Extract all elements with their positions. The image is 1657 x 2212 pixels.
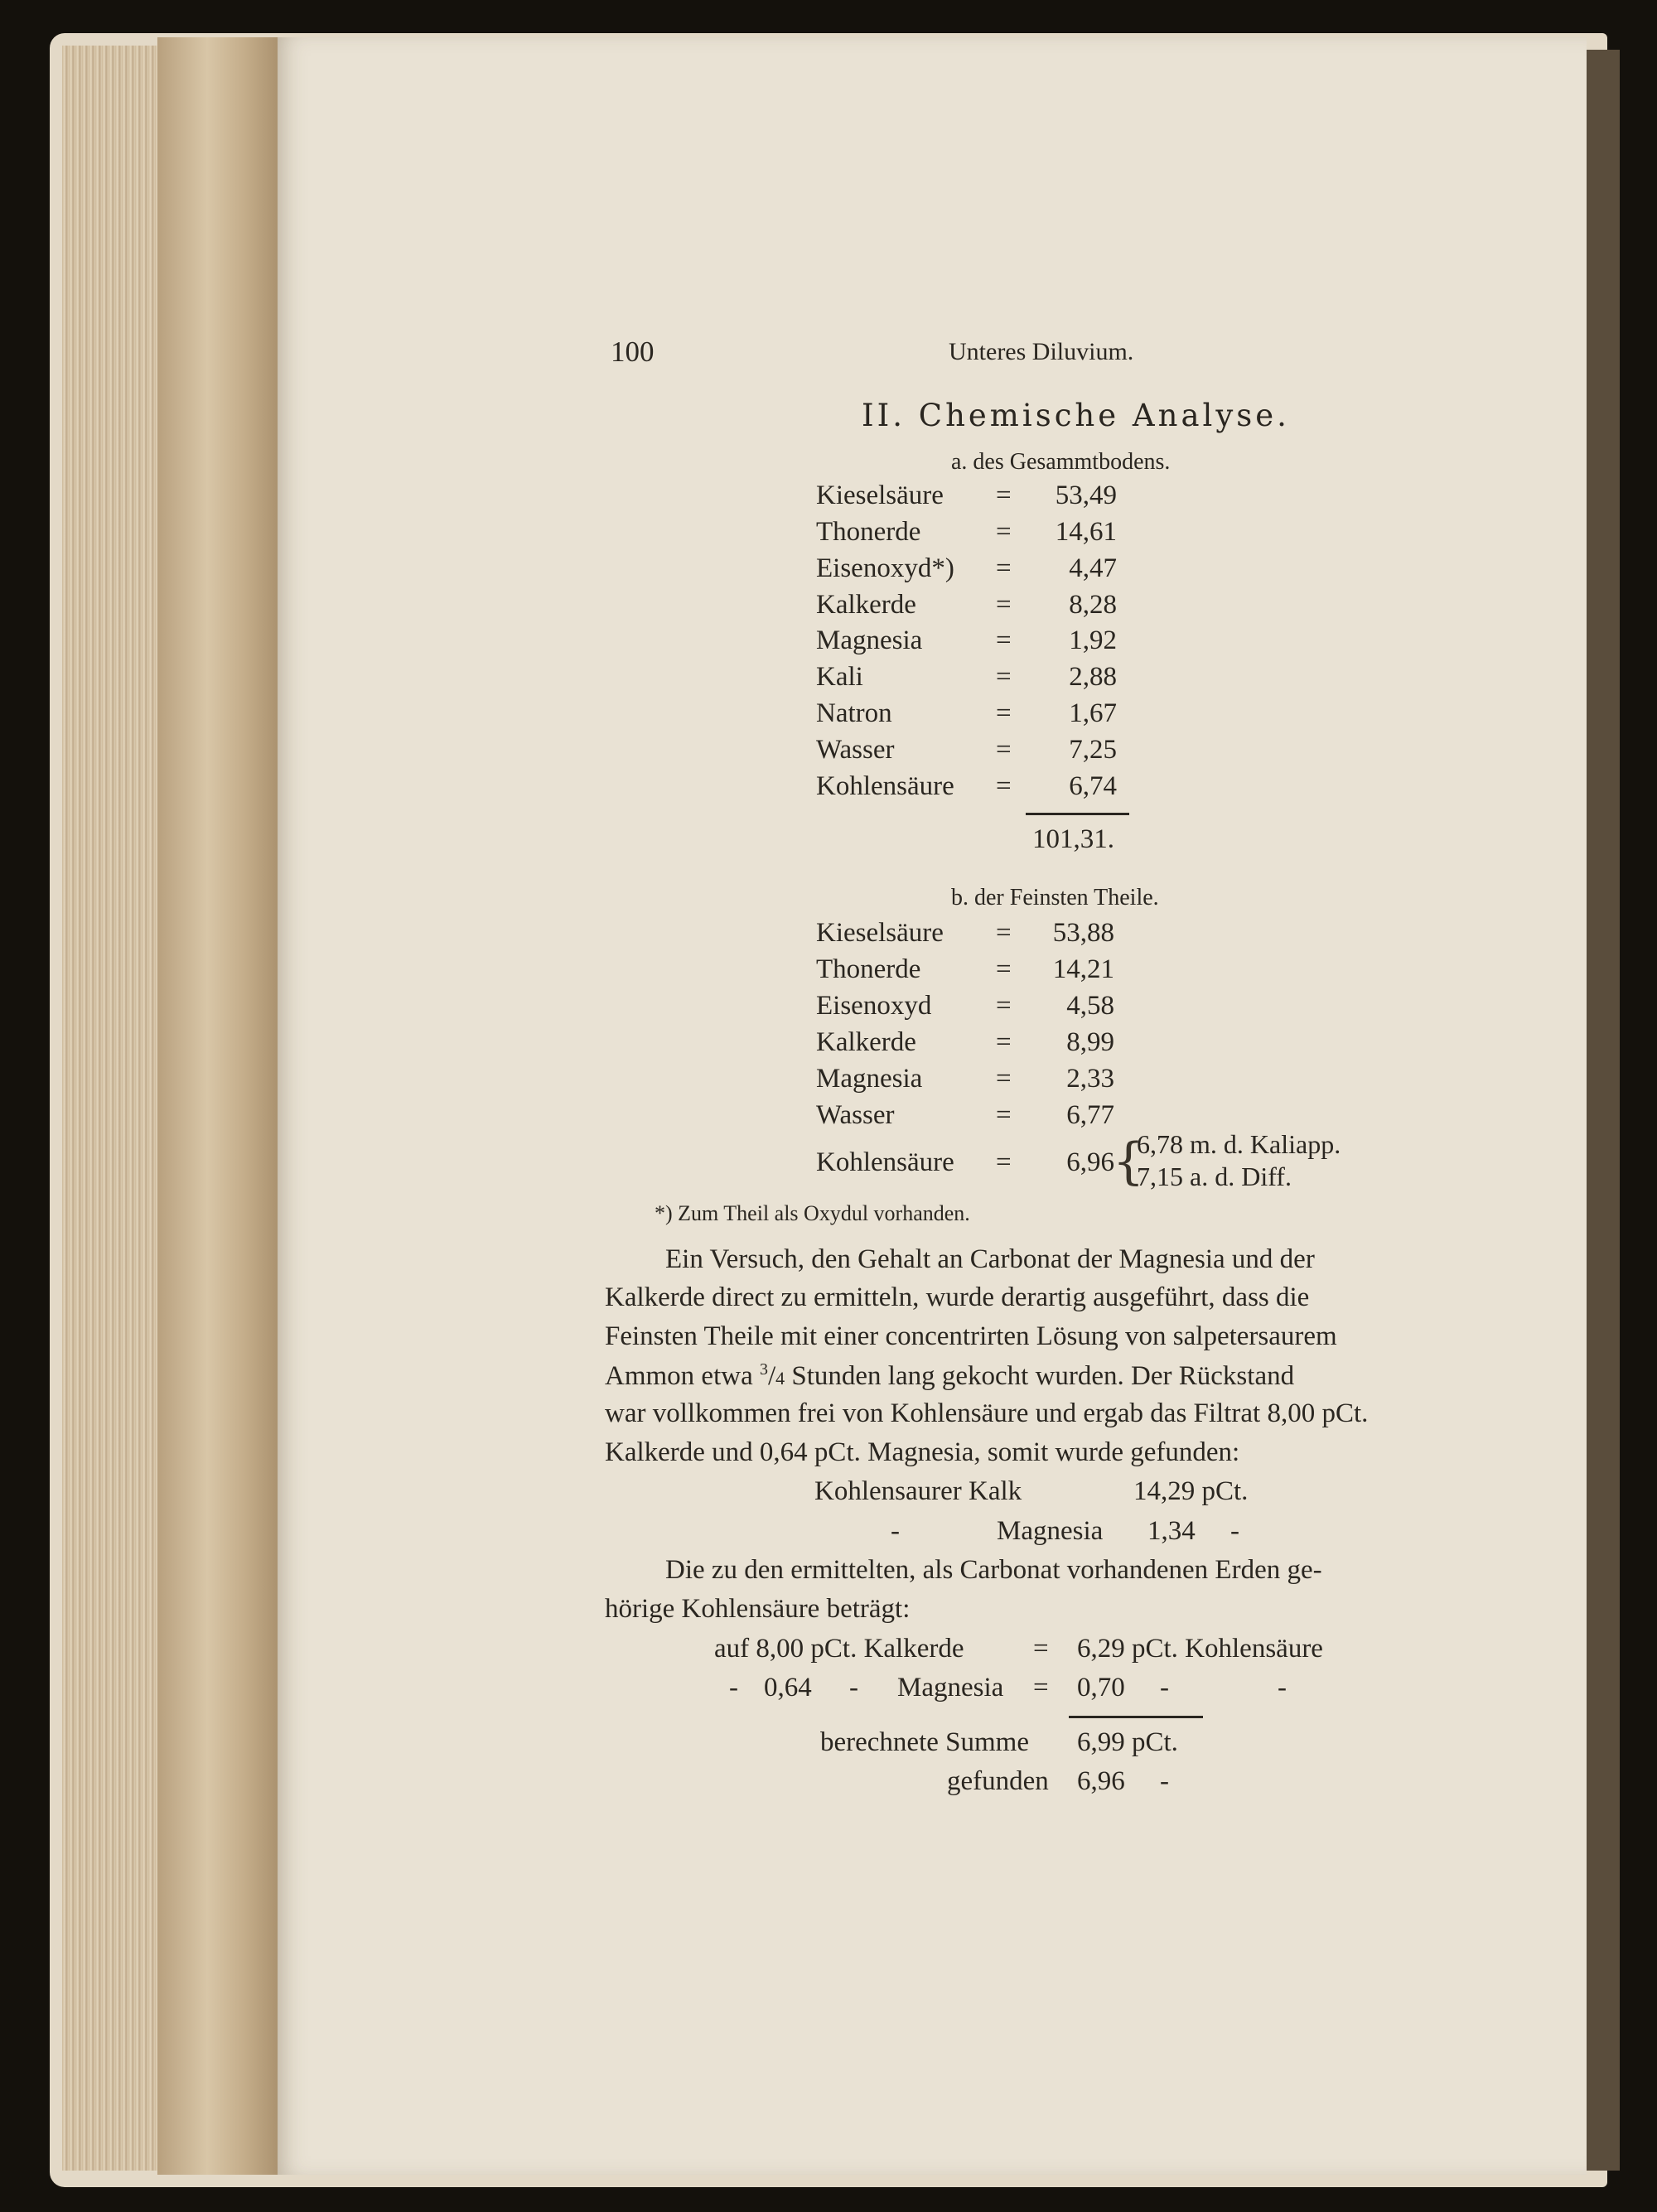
equals-sign: = <box>996 991 1012 1021</box>
calc-line-1-left: auf 8,00 pCt. Kalkerde <box>714 1634 964 1664</box>
co2-alt-2: 7,15 a. d. Diff. <box>1137 1162 1292 1191</box>
table-row: Wasser <box>816 1100 895 1130</box>
equals-sign: = <box>996 1147 1012 1177</box>
table-value: 14,61 <box>1055 517 1117 547</box>
table-value: 4,47 <box>1069 553 1117 583</box>
equals-sign: = <box>996 481 1012 510</box>
table-value: 1,67 <box>1069 698 1117 728</box>
brace-icon: { <box>1113 1133 1145 1191</box>
table-b-caption: b. der Feinsten Theile. <box>951 885 1159 910</box>
found-label: Kohlensaurer Kalk <box>814 1476 1022 1506</box>
equals-sign: = <box>1033 1673 1049 1702</box>
found-total-label: gefunden <box>947 1766 1049 1796</box>
ditto-mark: - <box>1160 1673 1169 1702</box>
table-row: Kohlensäure <box>816 771 954 801</box>
co2-alt-1: 6,78 m. d. Kaliapp. <box>1137 1129 1341 1159</box>
footnote: *) Zum Theil als Oxydul vorhanden. <box>655 1201 970 1225</box>
equals-sign: = <box>996 662 1012 692</box>
equals-sign: = <box>996 625 1012 655</box>
ditto-mark: - <box>1278 1673 1287 1702</box>
equals-sign: = <box>996 1027 1012 1057</box>
equals-sign: = <box>996 954 1012 984</box>
found-value: 1,34 <box>1147 1516 1196 1546</box>
paragraph-line: Kalkerde direct zu ermitteln, wurde derartig ausgeführt, dass die <box>605 1282 1310 1312</box>
paragraph-line: Ein Versuch, den Gehalt an Carbonat der Magnesia und der <box>665 1244 1315 1274</box>
paragraph-line: Feinsten Theile mit einer concentrirten Lösung von salpetersaurem <box>605 1321 1337 1351</box>
table-row: Kalkerde <box>816 1027 916 1057</box>
equals-sign: = <box>996 553 1012 583</box>
calc-line-1-right: 6,29 pCt. Kohlensäure <box>1077 1634 1323 1664</box>
page-number: 100 <box>611 336 655 368</box>
ditto-mark: - <box>729 1673 738 1702</box>
table-row: Kieselsäure <box>816 481 944 510</box>
table-row: Thonerde <box>816 517 921 547</box>
table-row: Eisenoxyd*) <box>816 553 954 583</box>
sum-label: berechnete Summe <box>820 1727 1029 1757</box>
table-value: 6,74 <box>1069 771 1117 801</box>
equals-sign: = <box>996 1100 1012 1130</box>
equals-sign: = <box>996 517 1012 547</box>
table-a-total: 101,31. <box>1032 824 1114 854</box>
ditto-mark: - <box>1230 1516 1239 1546</box>
table-row: Thonerde <box>816 954 921 984</box>
equals-sign: = <box>996 698 1012 728</box>
table-value: 4,58 <box>1066 991 1114 1021</box>
table-value: 2,88 <box>1069 662 1117 692</box>
page-paper <box>278 37 1587 2175</box>
paragraph-line: Die zu den ermittelten, als Carbonat vorhandenen Erden ge- <box>665 1555 1322 1585</box>
table-a-caption: a. des Gesammtbodens. <box>951 449 1171 475</box>
table-value: 53,88 <box>1052 918 1114 948</box>
calc-line-2-label: Magnesia <box>897 1673 1004 1702</box>
found-value: 14,29 pCt. <box>1133 1476 1249 1506</box>
table-value: 14,21 <box>1052 954 1114 984</box>
table-row: Kali <box>816 662 863 692</box>
ditto-mark: - <box>849 1673 858 1702</box>
equals-sign: = <box>996 1064 1012 1094</box>
sum-value: 6,99 pCt. <box>1077 1727 1178 1757</box>
table-row: Kohlensäure <box>816 1147 954 1177</box>
table-row: Magnesia <box>816 1064 923 1094</box>
paragraph-line: Kalkerde und 0,64 pCt. Magnesia, somit wurde gefunden: <box>605 1437 1240 1467</box>
equals-sign: = <box>996 735 1012 765</box>
table-row: Magnesia <box>816 625 923 655</box>
ditto-mark: - <box>1160 1766 1169 1796</box>
calc-line-2-value: 0,70 <box>1077 1673 1125 1702</box>
found-label: Magnesia <box>997 1516 1104 1546</box>
ditto-mark: - <box>891 1516 900 1546</box>
sum-rule <box>1026 813 1129 815</box>
paragraph-line: war vollkommen frei von Kohlensäure und ergab das Filtrat 8,00 pCt. <box>605 1398 1369 1428</box>
table-row: Kieselsäure <box>816 918 944 948</box>
table-row: Kalkerde <box>816 590 916 620</box>
table-value: 2,33 <box>1066 1064 1114 1094</box>
equals-sign: = <box>996 590 1012 620</box>
sum-rule <box>1069 1716 1203 1718</box>
equals-sign: = <box>996 771 1012 801</box>
table-value: 6,96 <box>1066 1147 1114 1177</box>
paragraph-line: Ammon etwa $^3$/4 Stunden lang gekocht wurden. Der Rückstand <box>605 1360 1295 1391</box>
table-row: Eisenoxyd <box>816 991 932 1021</box>
table-row: Wasser <box>816 735 895 765</box>
calc-line-2-amount: 0,64 <box>764 1673 812 1702</box>
table-value: 6,77 <box>1066 1100 1114 1130</box>
table-value: 1,92 <box>1069 625 1117 655</box>
equals-sign: = <box>996 918 1012 948</box>
paragraph-line: hörige Kohlensäure beträgt: <box>605 1594 911 1624</box>
equals-sign: = <box>1033 1634 1049 1664</box>
running-title: Unteres Diluvium. <box>949 338 1134 365</box>
table-row: Natron <box>816 698 892 728</box>
section-title: II. Chemische Analyse. <box>862 398 1290 433</box>
table-value: 8,28 <box>1069 590 1117 620</box>
found-total-value: 6,96 <box>1077 1766 1125 1796</box>
facing-page-edge <box>1587 50 1620 2171</box>
table-value: 8,99 <box>1066 1027 1114 1057</box>
table-value: 7,25 <box>1069 735 1117 765</box>
table-value: 53,49 <box>1055 481 1117 510</box>
page-edges-inner <box>157 37 282 2175</box>
